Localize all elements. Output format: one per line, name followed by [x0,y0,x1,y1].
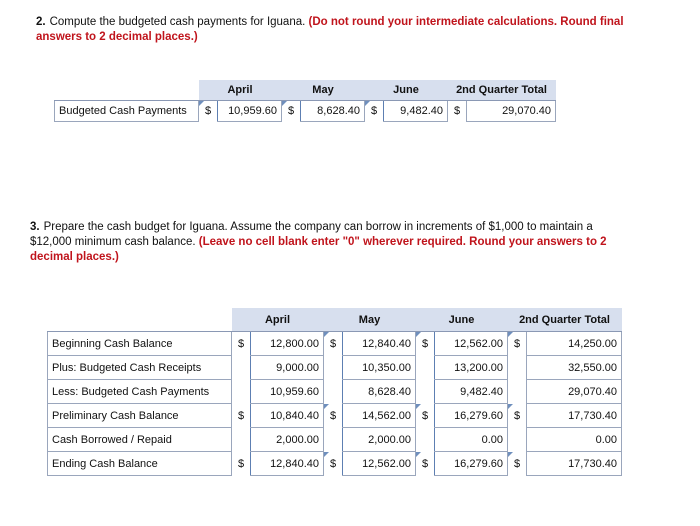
cell-input[interactable]: 14,562.00 [343,404,416,428]
row-label: Less: Budgeted Cash Payments [48,380,232,404]
row-label: Ending Cash Balance [48,452,232,476]
dollar-sign: $ [324,452,343,476]
header-blank [48,308,232,332]
cell-input[interactable]: 2,000.00 [343,428,416,452]
table-row [48,452,622,476]
question-text: Compute the budgeted cash payments for Iguana. [49,16,306,28]
header-quarter-total: 2nd Quarter Total [448,80,556,101]
cell-input[interactable]: 16,279.60 [435,404,508,428]
question-2 [36,15,656,45]
cell-input[interactable]: 10,840.40 [251,404,324,428]
dollar-sign: $ [238,337,245,350]
question-3 [30,220,630,265]
header-may: May [282,80,365,101]
header-april: April [199,80,282,101]
question-number: 3. [30,221,40,233]
table-row [48,356,622,380]
june-payments-input[interactable]: 9,482.40 [384,101,448,122]
cell-input[interactable]: 14,250.00 [527,332,622,356]
cell-input[interactable]: 0.00 [527,428,622,452]
dollar-sign: $ [508,404,527,428]
cell-input[interactable]: 9,482.40 [435,380,508,404]
dollar-sign: $ [199,101,218,122]
budgeted-cash-payments-table [54,80,556,122]
dollar-sign: $ [416,404,435,428]
header-june: June [416,308,508,332]
cell-input[interactable]: 12,800.00 [251,332,324,356]
dollar-sign [232,428,251,452]
cell-input[interactable]: 12,840.40 [251,452,324,476]
cell-input[interactable]: 17,730.40 [527,452,622,476]
cell-input[interactable]: 0.00 [435,428,508,452]
dollar-sign: $ [282,101,301,122]
quarter-total-payments-input[interactable]: 29,070.40 [467,101,556,122]
cell-input[interactable]: 29,070.40 [527,380,622,404]
dollar-sign [508,380,527,404]
dollar-sign [324,356,343,380]
dollar-sign [232,380,251,404]
question-instruction: (Do not round your intermediate calculations. Round final answers to 2 decimal places.) [36,16,624,43]
row-label: Preliminary Cash Balance [48,404,232,428]
dollar-sign [324,428,343,452]
cash-budget-table [47,308,622,476]
dollar-sign: $ [454,105,461,118]
dollar-sign: $ [324,332,343,356]
question-number: 2. [36,16,46,28]
dollar-sign: $ [508,332,527,356]
dollar-sign [508,428,527,452]
table-row [48,404,622,428]
cell-input[interactable]: 8,628.40 [343,380,416,404]
table-row [55,101,556,122]
header-june: June [365,80,448,101]
cell-input[interactable]: 12,562.00 [435,332,508,356]
cell-input[interactable]: 16,279.60 [435,452,508,476]
cell-input[interactable]: 13,200.00 [435,356,508,380]
table-header-row [55,80,556,101]
table-row [48,332,622,356]
table-header-row [48,308,622,332]
header-april: April [232,308,324,332]
row-label: Plus: Budgeted Cash Receipts [48,356,232,380]
dollar-sign [416,428,435,452]
dollar-sign: $ [416,332,435,356]
dollar-sign [232,356,251,380]
dollar-sign [324,380,343,404]
cell-input[interactable]: 12,840.40 [343,332,416,356]
dollar-sign: $ [238,457,245,470]
dollar-sign [508,356,527,380]
cell-input[interactable]: 10,350.00 [343,356,416,380]
dollar-sign: $ [365,101,384,122]
dollar-sign: $ [324,404,343,428]
header-may: May [324,308,416,332]
cell-input[interactable]: 12,562.00 [343,452,416,476]
cell-input[interactable]: 32,550.00 [527,356,622,380]
cell-input[interactable]: 10,959.60 [251,380,324,404]
row-label: Budgeted Cash Payments [55,101,199,122]
row-label: Cash Borrowed / Repaid [48,428,232,452]
cell-input[interactable]: 2,000.00 [251,428,324,452]
header-quarter-total: 2nd Quarter Total [508,308,622,332]
question-text: Prepare the cash budget for Iguana. Assume the company can borrow in increments of $1,000 to maintain a $12,000 minimum cash balance. [30,221,593,248]
april-payments-input[interactable]: 10,959.60 [218,101,282,122]
cell-input[interactable]: 9,000.00 [251,356,324,380]
table-row [48,428,622,452]
dollar-sign: $ [508,452,527,476]
dollar-sign: $ [416,452,435,476]
dollar-sign [416,380,435,404]
row-label: Beginning Cash Balance [48,332,232,356]
dollar-sign [416,356,435,380]
table-row [48,380,622,404]
header-blank [55,80,199,101]
question-instruction: (Leave no cell blank enter "0" wherever required. Round your answers to 2 decimal places.) [30,236,607,263]
dollar-sign: $ [238,409,245,422]
cell-input[interactable]: 17,730.40 [527,404,622,428]
may-payments-input[interactable]: 8,628.40 [301,101,365,122]
